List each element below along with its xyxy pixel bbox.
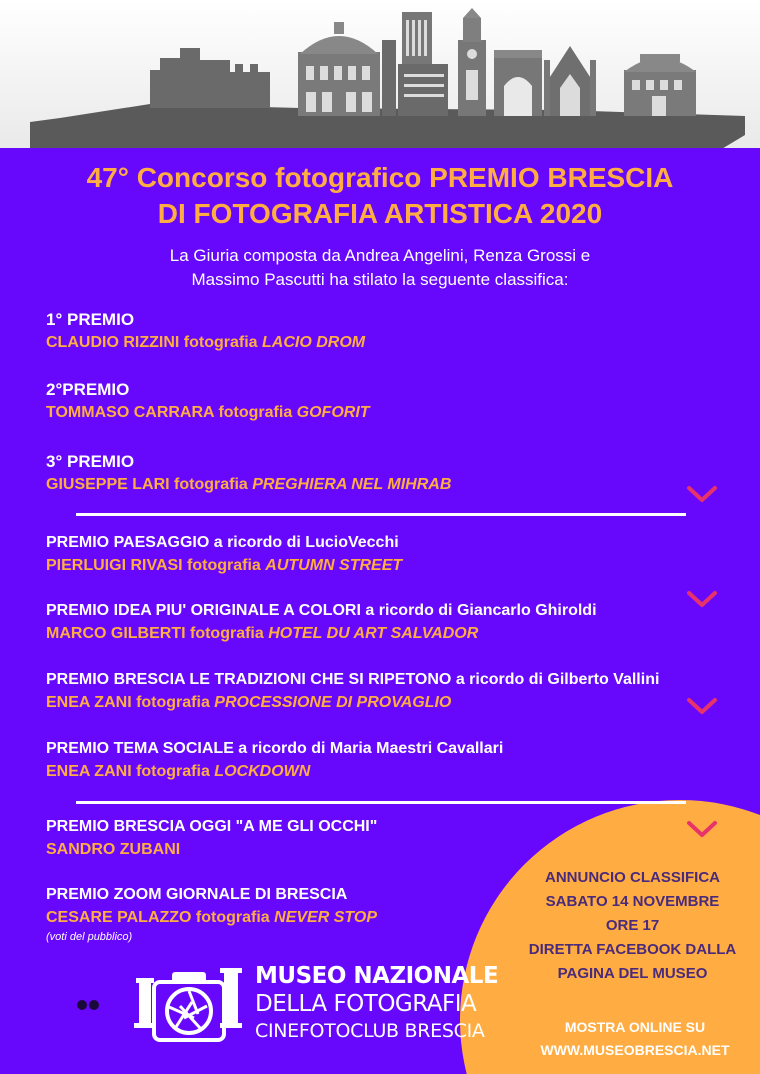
chevron-down-icon [685, 695, 719, 717]
photo-title: AUTUMN STREET [265, 557, 403, 574]
logo-line-2: DELLA FOTOGRAFIA [255, 991, 477, 1017]
photo-title: LACIO DROM [261, 334, 366, 351]
announcement-line-5: PAGINA DEL MUSEO [557, 965, 708, 982]
prize-brescia-oggi [46, 815, 746, 861]
announcement-line-3: ORE 17 [605, 917, 660, 934]
intro-line-1: La Giuria composta da Andrea Angelini, Renza Grossi e [169, 246, 591, 265]
prize-title: 2°PREMIO [46, 380, 130, 399]
prize-tradizioni [46, 668, 746, 714]
divider [76, 801, 686, 804]
prize-paesaggio [46, 531, 746, 577]
dot [77, 1000, 87, 1010]
prize-title: PREMIO IDEA PIU' ORIGINALE A COLORI a ricordo di Giancarlo Ghiroldi [46, 602, 597, 619]
prize-title: 3° PREMIO [46, 452, 135, 471]
title-line-2: DI FOTOGRAFIA ARTISTICA 2020 [157, 198, 603, 229]
prize-2 [46, 378, 746, 424]
photo-title: GOFORIT [296, 404, 370, 421]
prize-idea-originale [46, 599, 746, 645]
public-vote-note: (voti del pubblico) [46, 931, 133, 943]
prize-title: PREMIO BRESCIA OGGI "A ME GLI OCCHI" [46, 818, 378, 835]
chevron-down-icon [685, 818, 719, 840]
prize-winner: GIUSEPPE LARI fotografia PREGHIERA NEL MIHRAB [46, 476, 452, 493]
photo-title: PROCESSIONE DI PROVAGLIO [214, 694, 452, 711]
logo-line-3: CINEFOTOCLUB BRESCIA [255, 1020, 485, 1042]
prize-tema-sociale [46, 737, 746, 783]
online-label: MOSTRA ONLINE SU [564, 1019, 706, 1035]
announcement [500, 866, 760, 986]
website-link[interactable]: WWW.MUSEOBRESCIA.NET [540, 1042, 730, 1058]
prize-title: PREMIO PAESAGGIO a ricordo di LucioVecchi [46, 534, 399, 551]
title-line-1: 47° Concorso fotografico PREMIO BRESCIA [86, 162, 674, 193]
photo-title: NEVER STOP [274, 909, 377, 926]
prize-winner: TOMMASO CARRARA fotografia GOFORIT [46, 404, 370, 421]
header-banner [0, 0, 760, 150]
prize-title: PREMIO TEMA SOCIALE a ricordo di Maria Maestri Cavallari [46, 740, 504, 757]
photo-title: HOTEL DU ART SALVADOR [268, 625, 479, 642]
photo-title: LOCKDOWN [214, 763, 311, 780]
prize-title: PREMIO ZOOM GIORNALE DI BRESCIA [46, 886, 348, 903]
photo-title: PREGHIERA NEL MIHRAB [252, 476, 452, 493]
dot [89, 1000, 99, 1010]
announcement-line-2: SABATO 14 NOVEMBRE [545, 893, 720, 910]
prize-title: 1° PREMIO [46, 310, 135, 329]
prize-winner: SANDRO ZUBANI [46, 841, 181, 858]
announcement-line-1: ANNUNCIO CLASSIFICA [545, 869, 720, 886]
jury-intro [100, 244, 660, 292]
logo-line-1: MUSEO NAZIONALE [255, 963, 499, 989]
decorative-dots [77, 997, 101, 1015]
chevron-down-icon [685, 588, 719, 610]
intro-line-2: Massimo Pascutti ha stilato la seguente classifica: [191, 270, 569, 289]
prize-3 [46, 450, 746, 496]
prize-winner: ENEA ZANI fotografia LOCKDOWN [46, 763, 311, 780]
museum-logo-text [255, 962, 498, 1044]
online-exhibit [510, 1016, 760, 1062]
divider [76, 513, 686, 516]
prize-winner: PIERLUIGI RIVASI fotografia AUTUMN STREET [46, 557, 403, 574]
museum-camera-logo [132, 962, 244, 1046]
prize-winner: ENEA ZANI fotografia PROCESSIONE DI PROVAGLIO [46, 694, 452, 711]
page-title [0, 160, 760, 232]
prize-winner: MARCO GILBERTI fotografia HOTEL DU ART SALVADOR [46, 625, 479, 642]
prize-winner: CLAUDIO RIZZINI fotografia LACIO DROM [46, 334, 366, 351]
chevron-down-icon [685, 483, 719, 505]
announcement-line-4: DIRETTA FACEBOOK DALLA [528, 941, 737, 958]
brescia-skyline-illustration [0, 0, 760, 150]
prize-1 [46, 308, 746, 354]
prize-winner: CESARE PALAZZO fotografia NEVER STOP [46, 909, 377, 926]
prize-title: PREMIO BRESCIA LE TRADIZIONI CHE SI RIPETONO a ricordo di Gilberto Vallini [46, 671, 660, 688]
